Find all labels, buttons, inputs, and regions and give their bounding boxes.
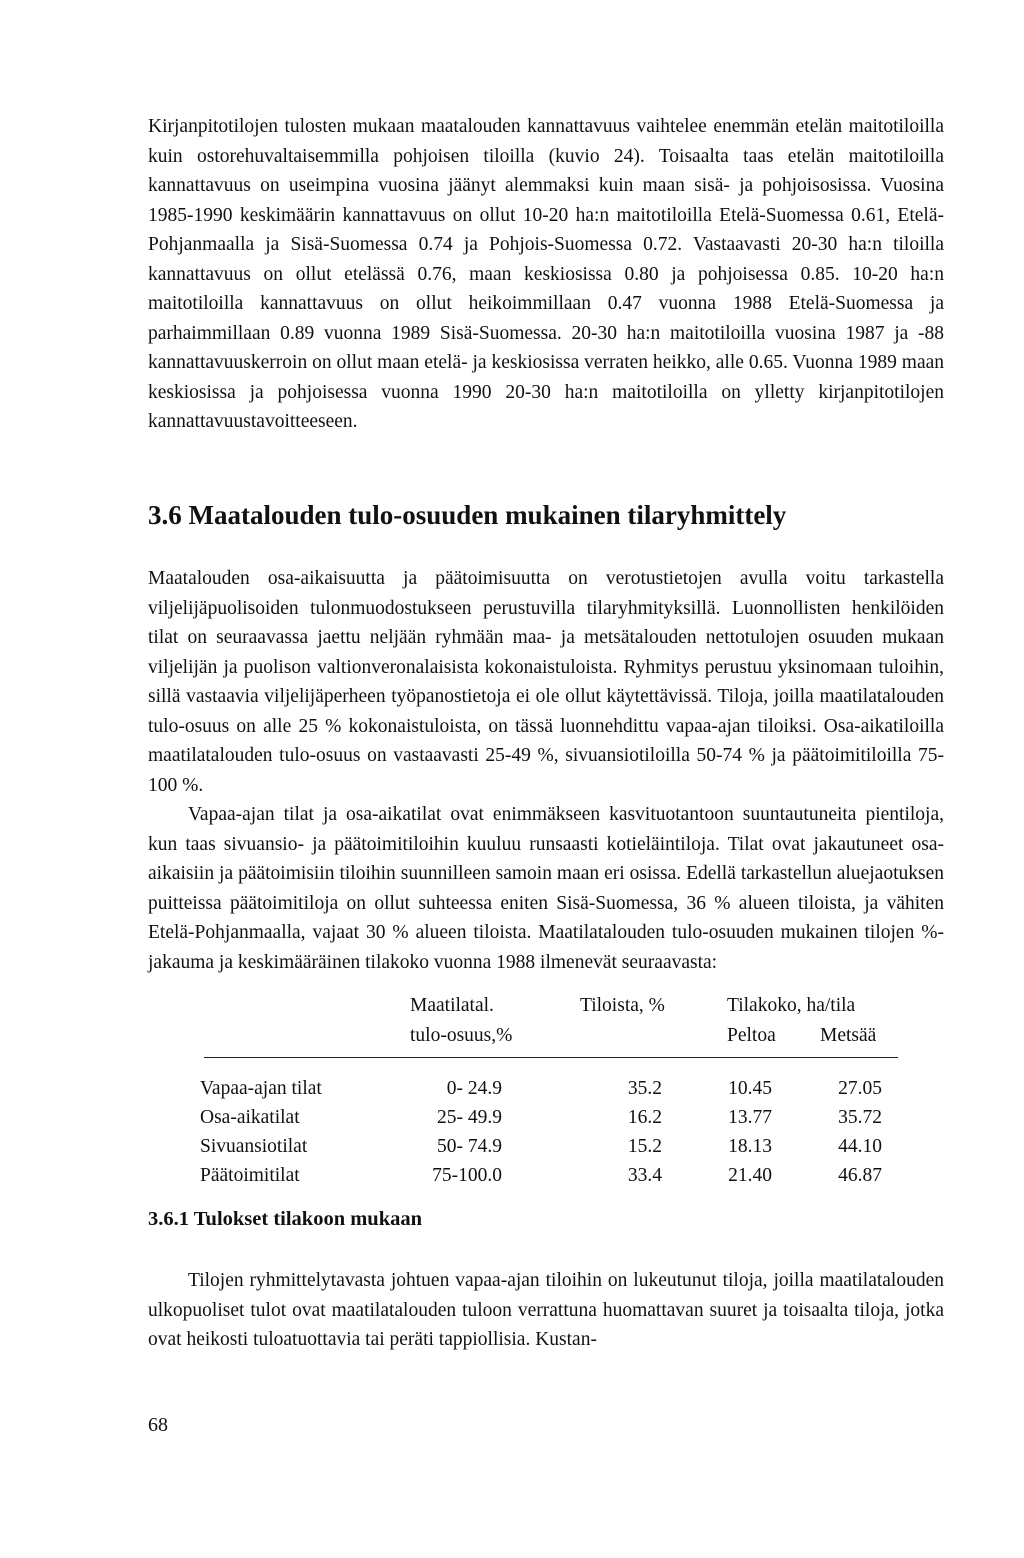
body-paragraph: Maatalouden osa-aikaisuutta ja päätoimisuutta on verotustietojen avulla voitu tarkastella viljelijäpuolisoiden tulonmuodostukseen perustuvilla tilaryhmityksillä. Luonnollisten henkilöiden tilat on seuraavassa jaettu neljään ryhmään maa- ja metsätalouden nettotulojen osuuden mukaan viljelijän ja puolison valtionveronalaisista kokonaistuloista. Ryhmitys perustuu yksinomaan tuloihin, sillä vastaavia viljelijäperheen työpanostietoja ei ole ollut käytettävissä. Tiloja, joilla maatilatalouden tulo-osuus on alle 25 % kokonaistuloista, on tässä luonnehdittu vapaa-ajan tiloiksi. Osa-aikatiloilla maatilatalouden tulo-osuus on vastaavasti 25-49 %, sivuansiotiloilla 50-74 % ja päätoimitiloilla 75-100 %. [148, 568, 944, 796]
table-rule [204, 1057, 898, 1058]
row-label: Osa-aikatilat [200, 1107, 300, 1128]
column-header-share-of-farms: Tiloista, % [580, 995, 665, 1016]
forest-area-cell: 44.10 [838, 1136, 882, 1157]
field-area-cell: 13.77 [728, 1107, 772, 1128]
share-cell: 15.2 [627, 1136, 662, 1157]
section-heading: 3.6 Maatalouden tulo-osuuden mukainen tilaryhmittely [148, 500, 787, 530]
table-header [200, 995, 900, 1057]
column-header-forest-area: Metsää [820, 1025, 877, 1046]
body-paragraph: Kirjanpitotilojen tulosten mukaan maatalouden kannattavuus vaihtelee enemmän etelän maitotiloilla kuin ostorehuvaltaisemmilla pohjoisen tiloilla (kuvio 24). Toisaalta taas etelän maitotiloilla kannattavuus on useimpina vuosina jäänyt alemmaksi kuin maan sisä- ja pohjoisosissa. Vuosina 1985-1990 keskimäärin kannattavuus on ollut 10-20 ha:n maitotiloilla Etelä-Suomessa 0.61, Etelä-Pohjanmaalla ja Sisä-Suomessa 0.74 ja Pohjois-Suomessa 0.72. Vastaavasti 20-30 ha:n tiloilla kannattavuus on ollut etelässä 0.76, maan keskiosissa 0.80 ja pohjoisessa 0.85. 10-20 ha:n maitotiloilla kannattavuus on ollut heikoimmillaan 0.47 vuonna 1988 Etelä-Suomessa ja parhaimmillaan 0.89 vuonna 1989 Sisä-Suomessa. 20-30 ha:n maitotiloilla vuosina 1987 ja -88 kannattavuuskerroin on ollut maan etelä- ja keskiosissa verraten heikko, alle 0.65. Vuonna 1989 maan keskiosissa ja pohjoisessa vuonna 1990 20-30 ha:n maitotiloilla on ylletty kirjanpitotilojen kannattavuustavoitteeseen. [148, 116, 944, 432]
subsection-heading: 3.6.1 Tulokset tilakoon mukaan [148, 1208, 422, 1230]
table-row [200, 1136, 900, 1165]
page-number: 68 [148, 1414, 168, 1436]
body-paragraph: Tilojen ryhmittelytavasta johtuen vapaa-ajan tiloihin on lukeutunut tiloja, joilla maatilatalouden ulkopuoliset tulot ovat maatilatalouden tuloon verrattuna huomattavan suuret ja toisaalta tiloja, jotka ovat heikosti tuloatuottavia tai peräti tappiollisia. Kustan- [148, 1270, 944, 1350]
income-share-cell: 0- 24.9 [446, 1078, 502, 1099]
field-area-cell: 10.45 [728, 1078, 772, 1099]
field-area-cell: 18.13 [728, 1136, 772, 1157]
field-area-cell: 21.40 [728, 1165, 772, 1186]
table-row [200, 1165, 900, 1194]
column-header-income-share: Maatilatal. [410, 995, 494, 1016]
income-share-cell: 75-100.0 [432, 1165, 502, 1186]
body-paragraph: Vapaa-ajan tilat ja osa-aikatilat ovat enimmäkseen kasvituotantoon suuntautuneita pientiloja, kun taas sivuansio- ja päätoimitiloihin kuuluu runsaasti kotieläintiloja. Tilat ovat jakautuneet osa-aikaisiin ja päätoimisiin tiloihin suunnilleen samoin maan eri osissa. Edellä tarkastellun aluejaotuksen puitteissa päätoimitiloja on ollut suhteessa eniten Sisä-Suomessa, 36 % alueen tiloista, ja vähiten Etelä-Pohjanmaalla, vajaat 30 % alueen tiloista. Maatilatalouden tulo-osuuden mukainen tilojen %-jakauma ja keskimääräinen tilakoko vuonna 1988 ilmenevät seuraavasta: [148, 804, 944, 973]
share-cell: 16.2 [627, 1107, 662, 1128]
column-header-field-area: Peltoa [727, 1025, 776, 1046]
row-label: Vapaa-ajan tilat [200, 1078, 322, 1099]
row-label: Päätoimitilat [200, 1165, 300, 1186]
column-header-farm-size: Tilakoko, ha/tila [727, 995, 856, 1016]
income-share-cell: 25- 49.9 [437, 1107, 502, 1128]
share-cell: 35.2 [627, 1078, 662, 1099]
row-label: Sivuansiotilat [200, 1136, 308, 1157]
table-row [200, 1078, 900, 1107]
forest-area-cell: 35.72 [838, 1107, 882, 1128]
column-header-income-share-unit: tulo-osuus,% [410, 1025, 513, 1046]
share-cell: 33.4 [627, 1165, 662, 1186]
income-share-cell: 50- 74.9 [437, 1136, 502, 1157]
farm-group-table [200, 995, 900, 1194]
forest-area-cell: 46.87 [838, 1165, 882, 1186]
forest-area-cell: 27.05 [838, 1078, 882, 1099]
table-row [200, 1107, 900, 1136]
